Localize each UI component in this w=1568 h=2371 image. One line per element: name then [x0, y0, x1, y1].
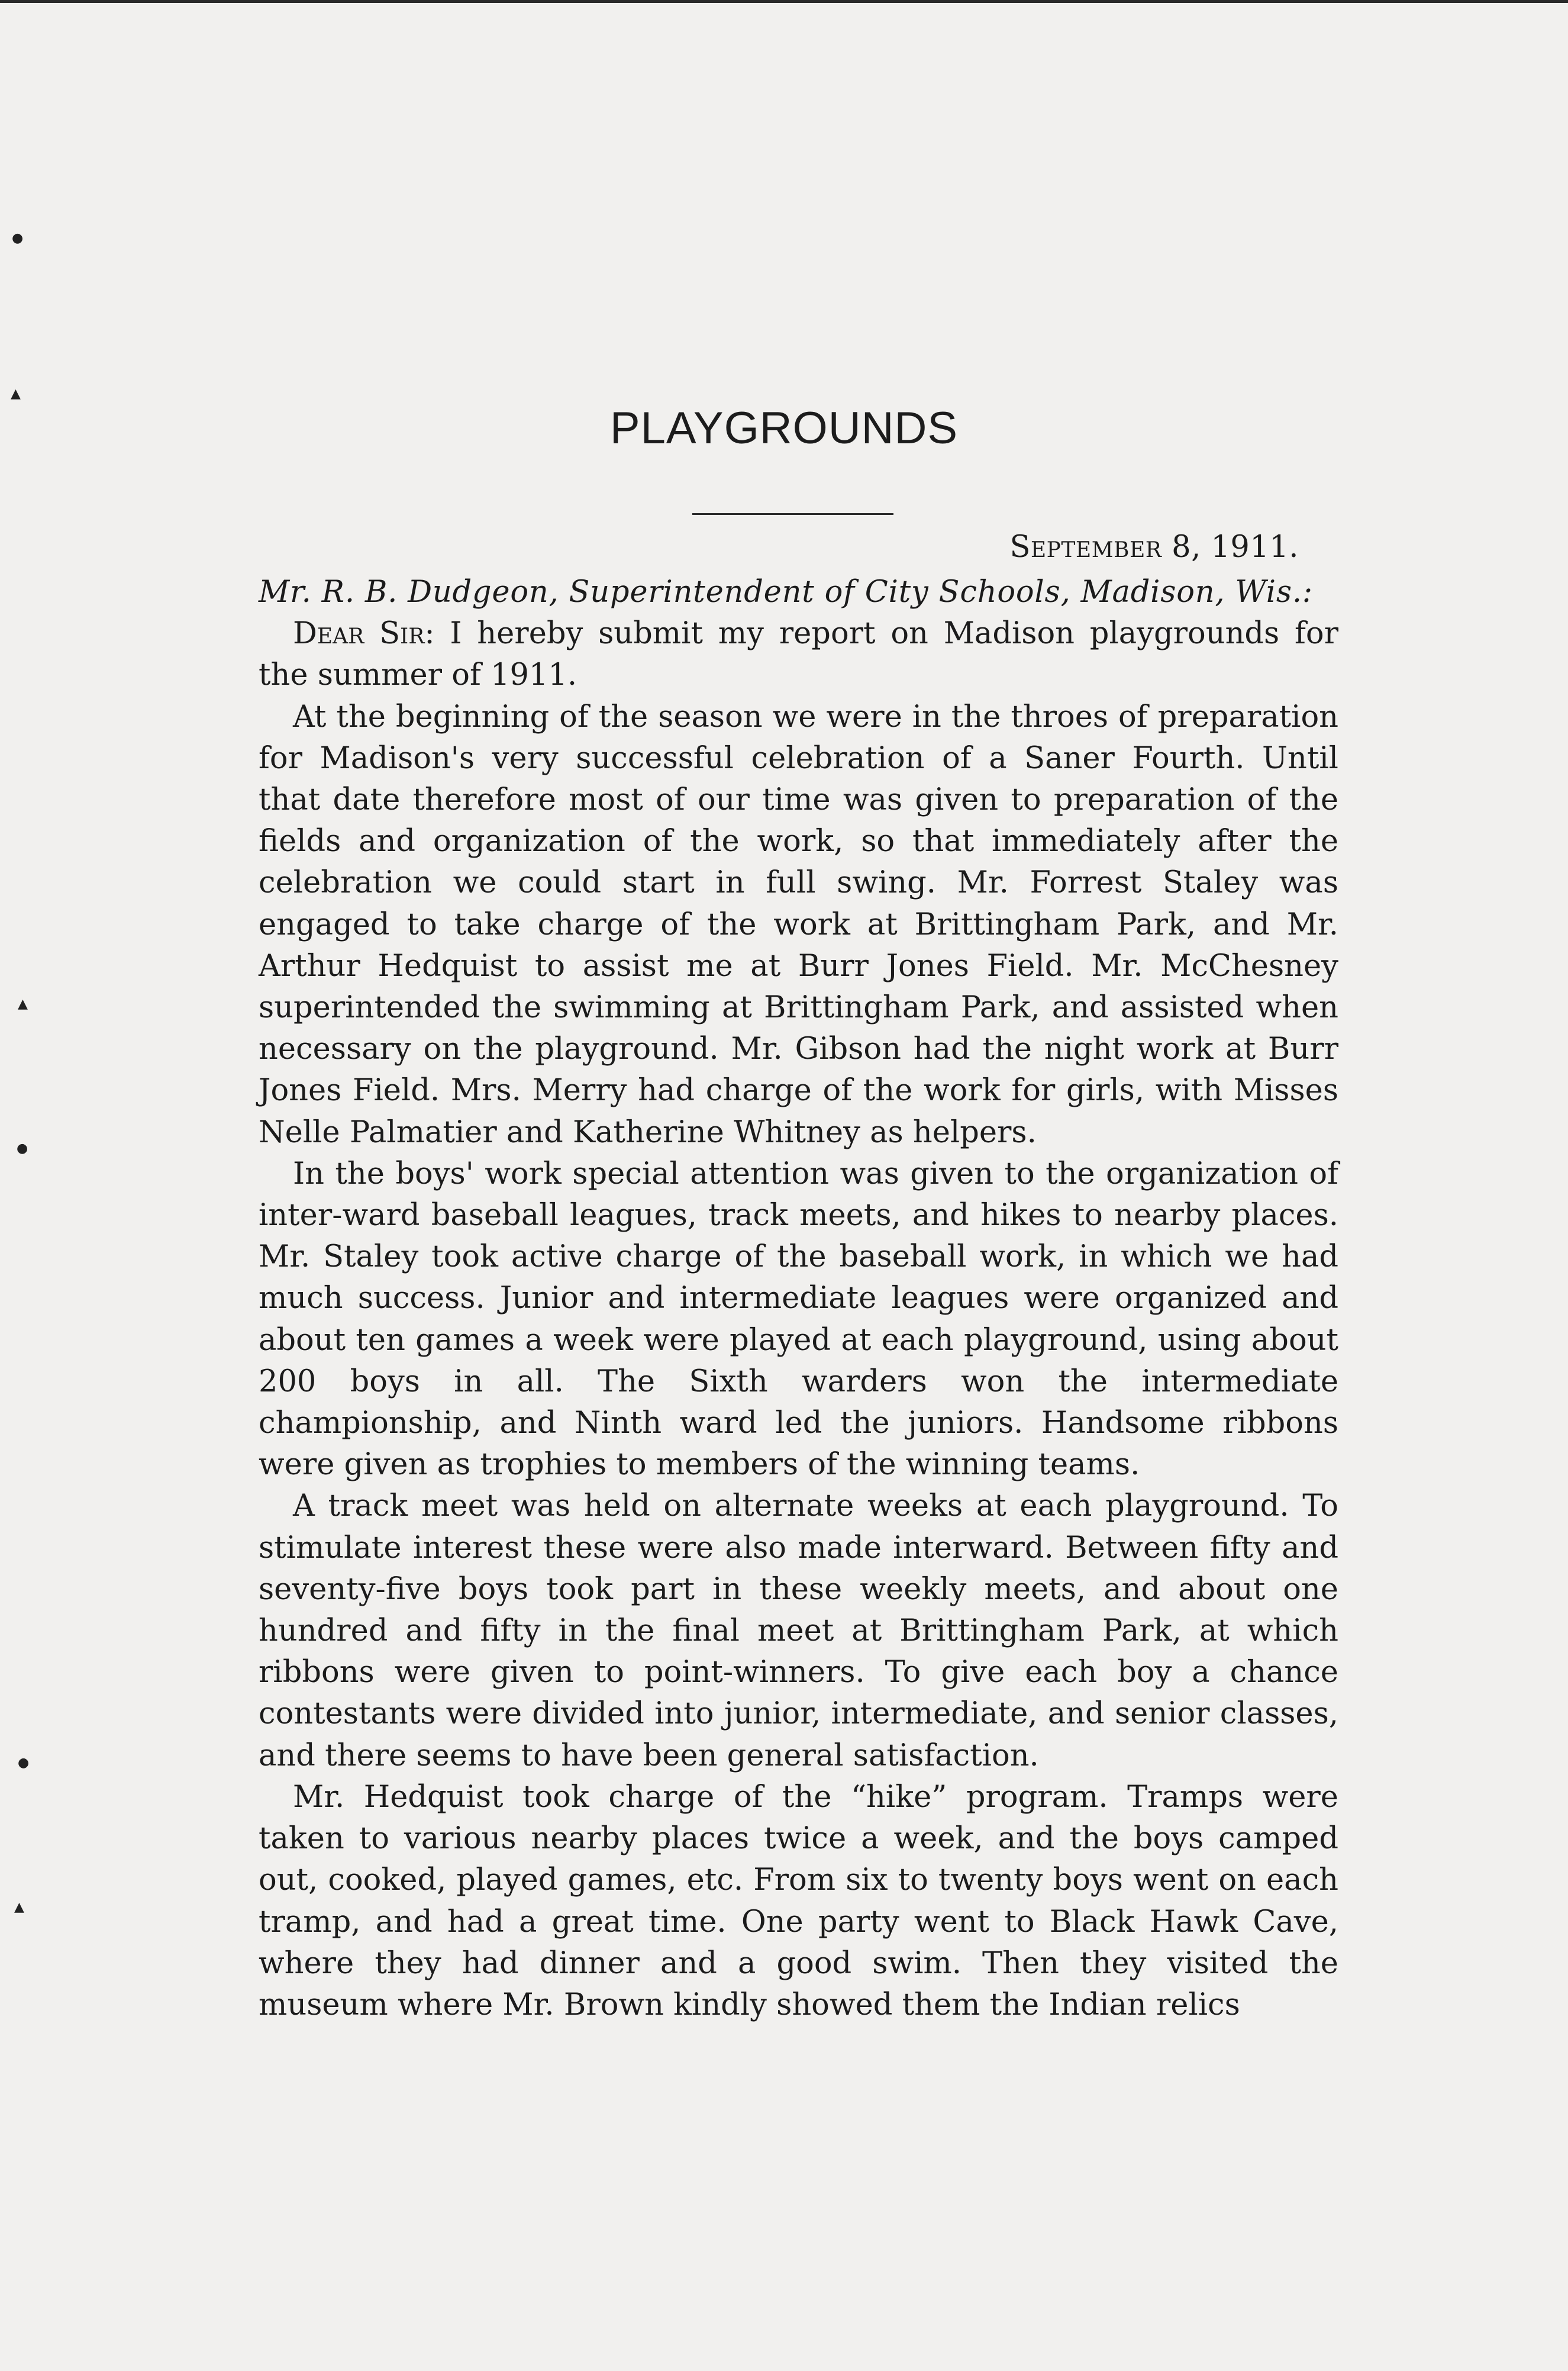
salutation-text: : I hereby submit my report on Madison playgrounds for the summer of 1911. — [259, 616, 1338, 693]
margin-speck: ● — [17, 1141, 28, 1156]
letter-date — [1009, 530, 1299, 565]
date-month: September — [1009, 530, 1162, 565]
title-underline-rule — [692, 513, 893, 515]
top-border-rule — [0, 0, 1568, 3]
body-paragraph: Mr. Hedquist took charge of the “hike” program. Tramps were taken to various nearby places twice a week, and the boys camped out, cooked, played games, etc. From six to twenty boys went on each tramp, and had a great time. One party went to Black Hawk Cave, where they had dinner and a good swim. Then they visited the museum where Mr. Brown kindly showed them the Indian relics — [259, 1779, 1338, 2022]
body-paragraph: In the boys' work special attention was given to the organization of inter-ward baseball leagues, track meets, and hikes to nearby places. Mr. Staley took active charge of the baseball work, in which we had much success. Junior and intermediate leagues were organized and about ten games a week were played at each playground, using about 200 boys in all. The Sixth warders won the intermediate championship, and Ninth ward led the juniors. Handsome ribbons were given as trophies to members of the winning teams. — [259, 1156, 1338, 1483]
letter-address: Mr. R. B. Dudgeon, Superintendent of City Schools, Madison, Wis.: — [259, 575, 1313, 610]
salutation: Dear Sir — [293, 616, 425, 652]
letter-body — [259, 572, 1338, 2026]
salutation-paragraph — [259, 613, 1338, 696]
margin-speck: ▲ — [18, 997, 28, 1011]
body-paragraph: A track meet was held on alternate weeks at each playground. To stimulate interest these were also made interward. Between fifty and seventy-five boys took part in these weekly meets, and about one hundred and fifty in the final meet at Brittingham Park, at which ribbons were given to point-winners. To give each boy a chance contestants were divided into junior, intermediate, and senior classes, and there seems to have been general satisfaction. — [259, 1489, 1338, 1773]
body-paragraph: At the beginning of the season we were in the throes of preparation for Madison's very successful celebration of a Saner Fourth. Until that date therefore most of our time was given to preparation of the fields and organization of the work, so that immediately after the celebration we could start in full swing. Mr. Forrest Staley was engaged to take charge of the work at Brittingham Park, and Mr. Arthur Hedquist to assist me at Burr Jones Field. Mr. McChesney superintended the swimming at Brittingham Park, and assisted when necessary on the playground. Mr. Gibson had the night work at Burr Jones Field. Mrs. Merry had charge of the work for girls, with Misses Nelle Palmatier and Katherine Whitney as helpers. — [259, 699, 1338, 1150]
margin-speck: ● — [18, 1755, 30, 1770]
margin-speck: ● — [12, 231, 24, 246]
page-title: PLAYGROUNDS — [609, 403, 959, 453]
margin-speck: ▲ — [11, 386, 21, 401]
margin-speck: ▲ — [14, 1900, 24, 1915]
date-day-year: 8, 1911. — [1162, 530, 1299, 565]
